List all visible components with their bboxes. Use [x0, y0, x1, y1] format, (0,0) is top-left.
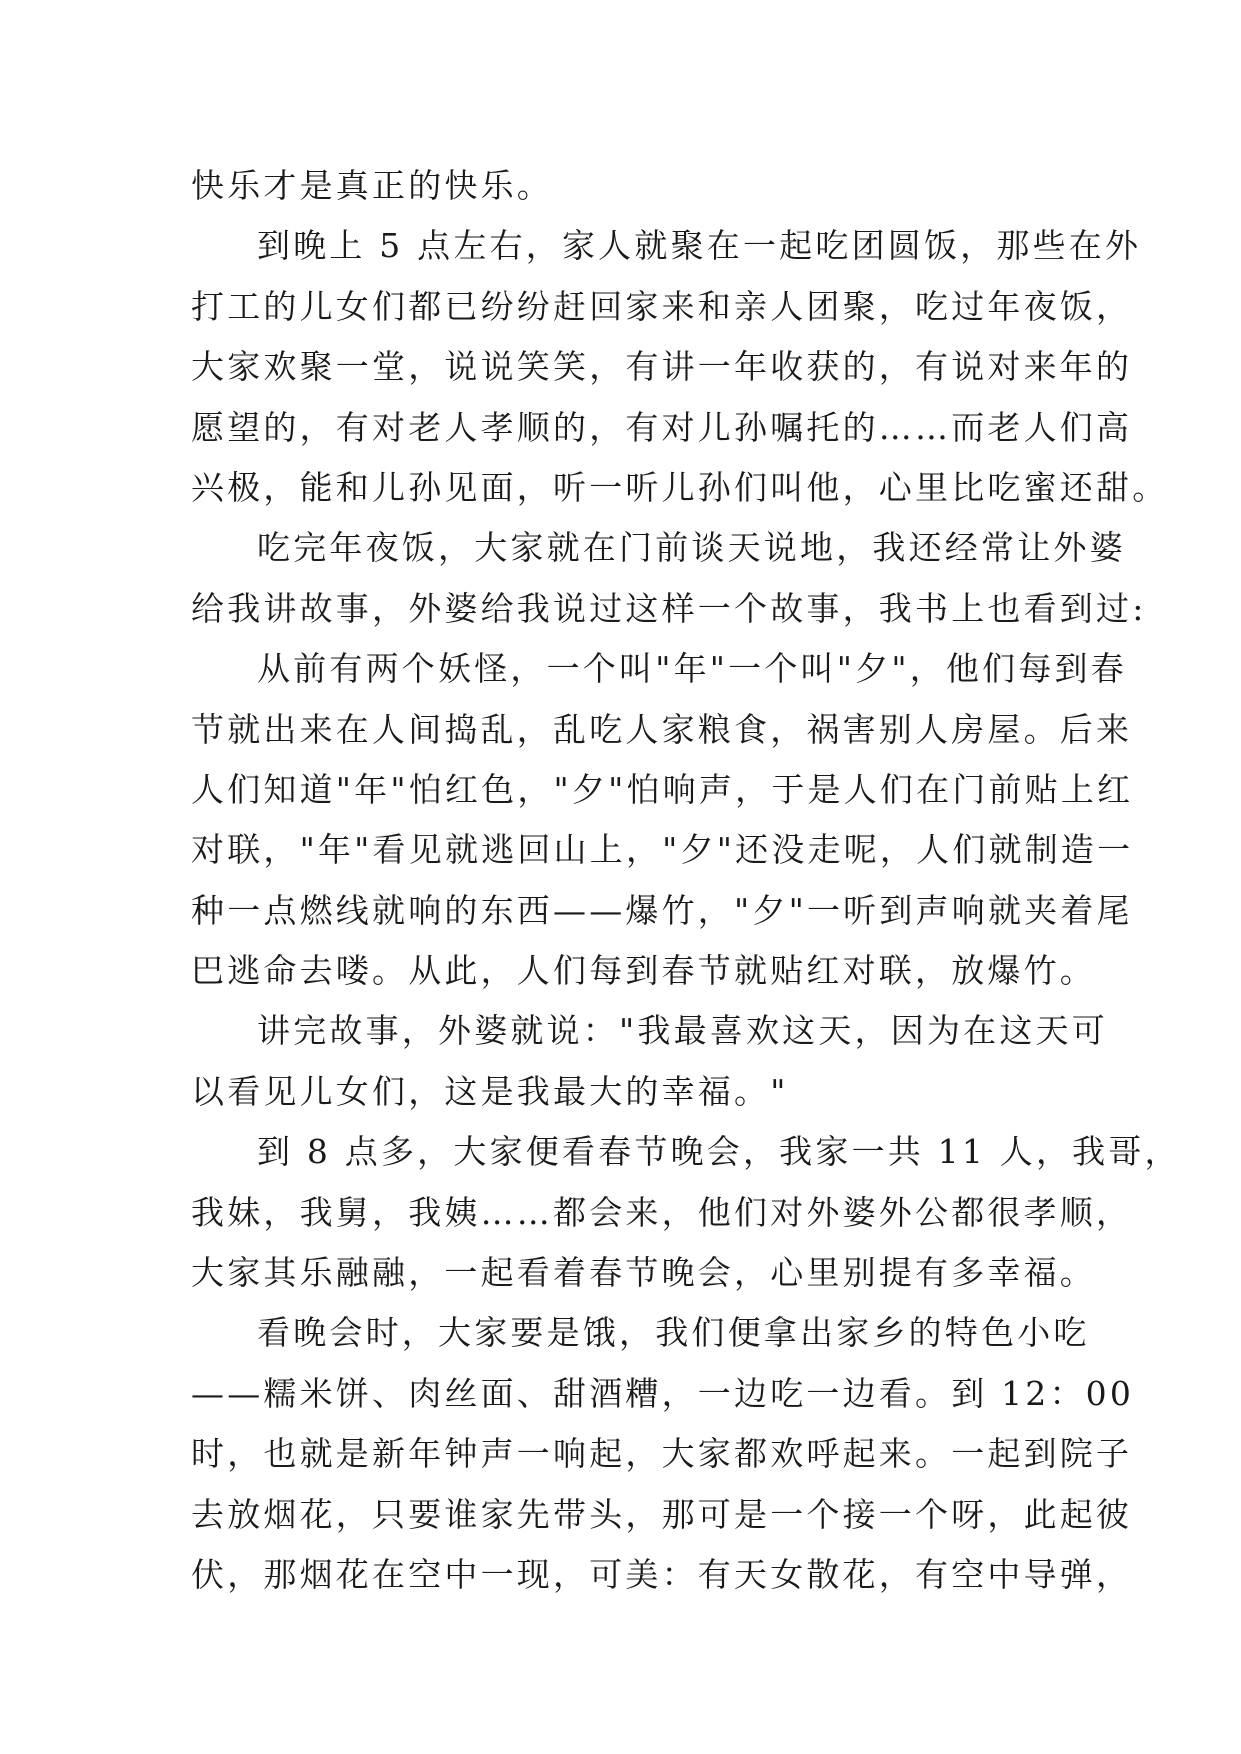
- paragraph-first-line: 看晚会时，大家要是饿，我们便拿出家乡的特色小吃: [257, 1313, 1090, 1353]
- text-line: 兴极，能和儿孙见面，听一听儿孙们叫他，心里比吃蜜还甜。: [191, 467, 1169, 507]
- paragraph-first-line: 到 8 点多，大家便看春节晚会，我家一共 11 人，我哥，: [257, 1132, 1181, 1172]
- text-line: 我妹，我舅，我姨……都会来，他们对外婆外公都很孝顺，: [191, 1192, 1133, 1232]
- text-line: 大家其乐融融，一起看着春节晚会，心里别提有多幸福。: [191, 1253, 1096, 1293]
- text-line: 以看见儿女们，这是我最大的幸福。": [191, 1071, 789, 1111]
- paragraph-first-line: 从前有两个妖怪，一个叫"年"一个叫"夕"，他们每到春: [257, 649, 1127, 689]
- text-line: 给我讲故事，外婆给我说过这样一个故事，我书上也看到过:: [191, 588, 1147, 628]
- text-line: 种一点燃线就响的东西——爆竹，"夕"一听到声响就夹着尾: [191, 890, 1133, 930]
- text-line: 节就出来在人间捣乱，乱吃人家粮食，祸害别人房屋。后来: [191, 709, 1133, 749]
- text-line: 去放烟花，只要谁家先带头，那可是一个接一个呀，此起彼: [191, 1494, 1133, 1534]
- text-line: 打工的儿女们都已纷纷赶回家来和亲人团聚，吃过年夜饭，: [191, 286, 1133, 326]
- text-line: 对联，"年"看见就逃回山上，"夕"还没走呢，人们就制造一: [191, 830, 1134, 870]
- paragraph-first-line: 到晚上 5 点左右，家人就聚在一起吃团圆饭，那些在外: [257, 226, 1142, 266]
- text-line: 大家欢聚一堂，说说笑笑，有讲一年收获的，有说对来年的: [191, 347, 1133, 387]
- body-text: [191, 156, 1181, 1605]
- paragraph-first-line: 吃完年夜饭，大家就在门前谈天说地，我还经常让外婆: [257, 528, 1126, 568]
- text-line: 时，也就是新年钟声一响起，大家都欢呼起来。一起到院子: [191, 1434, 1133, 1474]
- text-line: ——糯米饼、肉丝面、甜酒糟，一边吃一边看。到 12：00: [191, 1373, 1135, 1413]
- paragraph-first-line: 讲完故事，外婆就说："我最喜欢这天，因为在这天可: [257, 1011, 1108, 1051]
- text-line: 愿望的，有对老人孝顺的，有对儿孙嘱托的……而老人们高: [191, 407, 1133, 447]
- text-line: 快乐才是真正的快乐。: [191, 166, 553, 205]
- text-line: 伏，那烟花在空中一现，可美：有天女散花，有空中导弹，: [191, 1554, 1133, 1594]
- text-line: 巴逃命去喽。从此，人们每到春节就贴红对联，放爆竹。: [191, 951, 1096, 991]
- text-line: 人们知道"年"怕红色，"夕"怕响声，于是人们在门前贴上红: [191, 769, 1134, 809]
